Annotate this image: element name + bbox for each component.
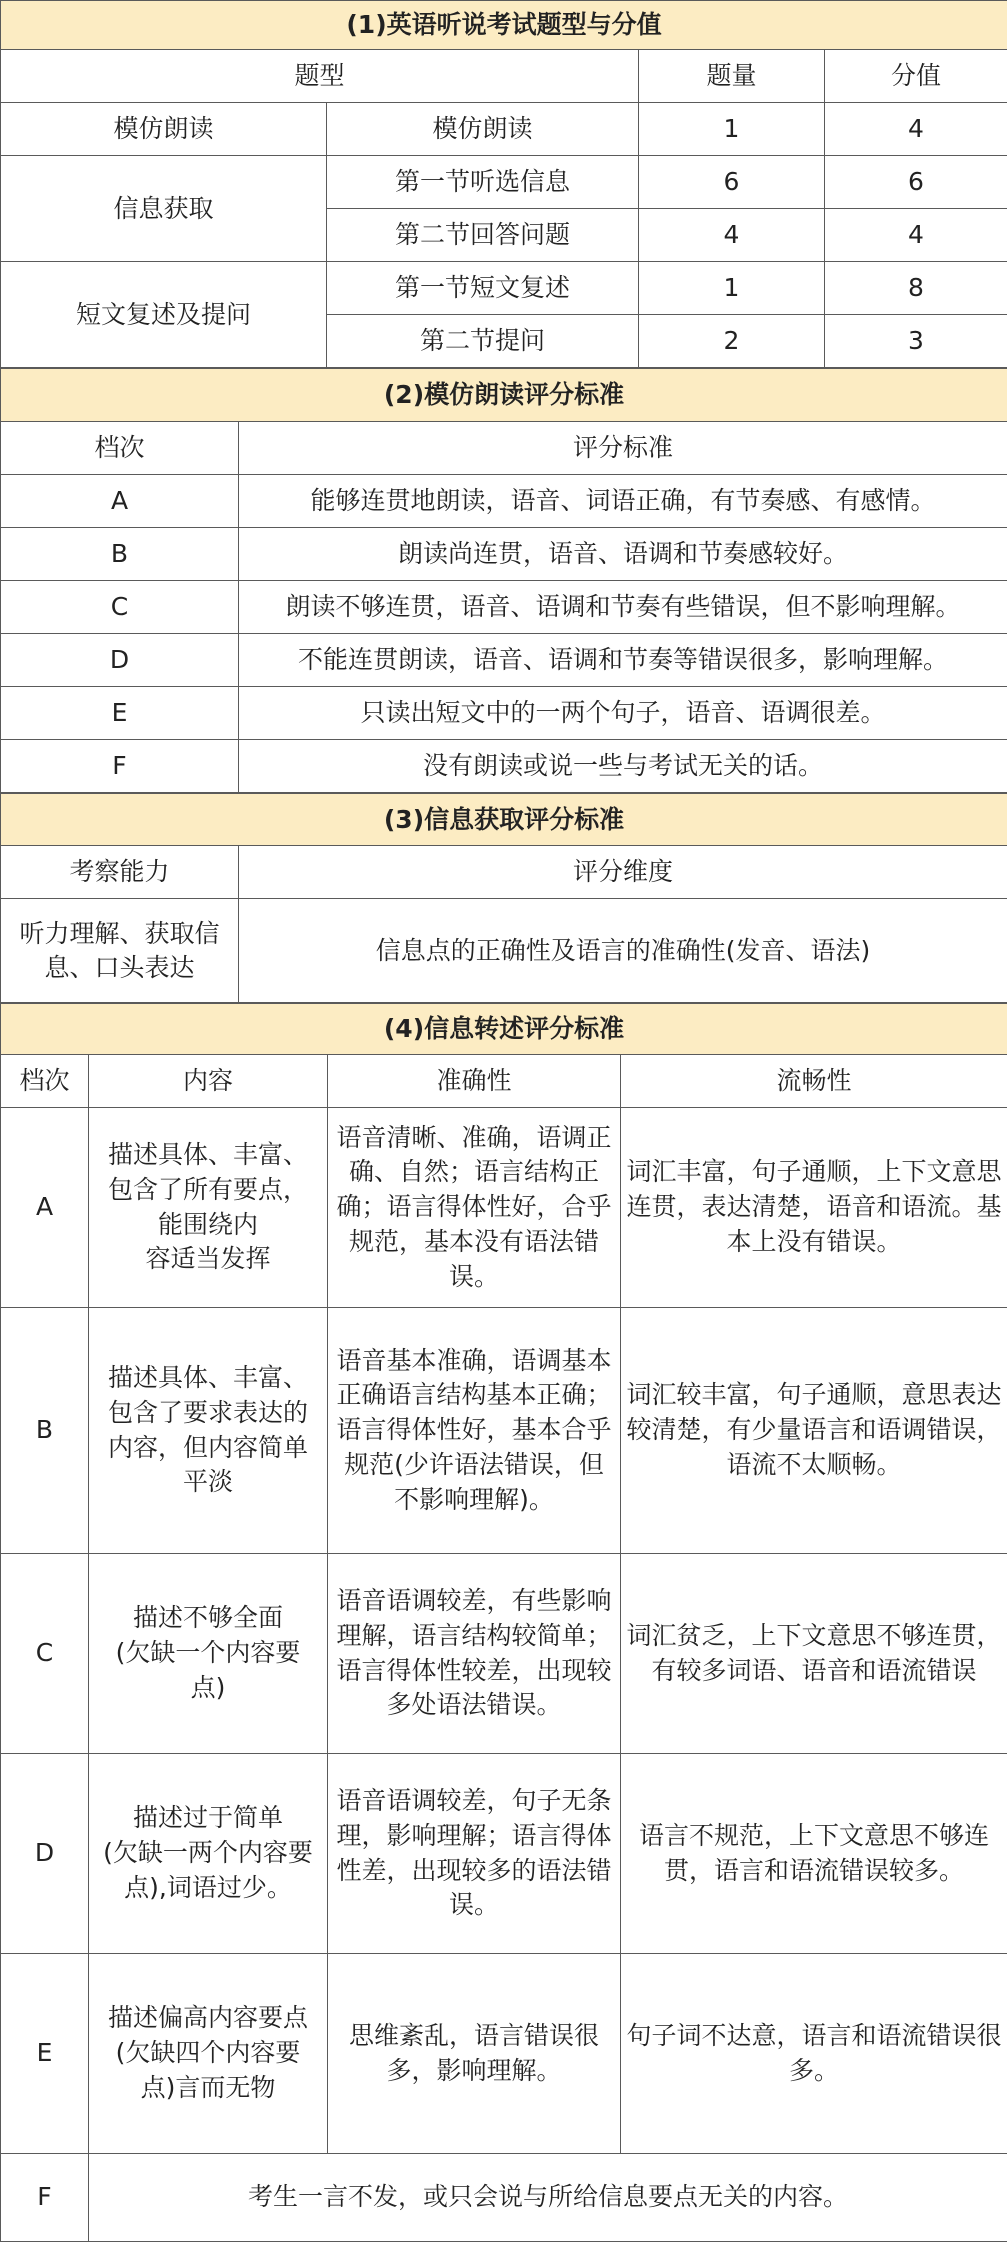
table-row <box>1 581 1007 634</box>
question-count: 1 <box>639 103 825 156</box>
table-row <box>1 475 1007 528</box>
level-cell: D <box>1 1754 89 1954</box>
standard-cell: 只读出短文中的一两个句子，语音、语调很差。 <box>239 687 1007 740</box>
info-retelling-table <box>0 1003 1007 2242</box>
question-score: 6 <box>825 156 1007 209</box>
column-header-accuracy: 准确性 <box>328 1055 621 1108</box>
content-cell: 描述偏高内容要点 (欠缺四个内容要 点)言而无物 <box>89 1954 328 2154</box>
info-acquisition-table <box>0 793 1007 1003</box>
table-row <box>1 1308 1007 1554</box>
level-cell: F <box>1 740 239 793</box>
question-count: 6 <box>639 156 825 209</box>
table-row <box>1 1754 1007 1954</box>
table-row <box>1 1554 1007 1754</box>
question-score: 8 <box>825 262 1007 315</box>
question-count: 4 <box>639 209 825 262</box>
column-header-fluency: 流畅性 <box>621 1055 1007 1108</box>
table-row <box>1 899 1007 1003</box>
column-header-score: 分值 <box>825 50 1007 103</box>
content-cell: 考生一言不发，或只会说与所给信息要点无关的内容。 <box>89 2154 1007 2242</box>
table-row <box>1 103 1007 156</box>
table-row <box>1 687 1007 740</box>
question-item: 第二节提问 <box>327 315 639 368</box>
level-cell: D <box>1 634 239 687</box>
question-item: 第一节短文复述 <box>327 262 639 315</box>
fluency-cell: 词汇较丰富，句子通顺，意思表达较清楚，有少量语言和语调错误，语流不太顺畅。 <box>621 1308 1007 1554</box>
section-title: (4)信息转述评分标准 <box>1 1004 1007 1055</box>
question-count: 2 <box>639 315 825 368</box>
table-row <box>1 1108 1007 1308</box>
question-group: 模仿朗读 <box>1 103 327 156</box>
question-group: 信息获取 <box>1 156 327 262</box>
question-count: 1 <box>639 262 825 315</box>
table-row <box>1 634 1007 687</box>
column-header-standard: 评分标准 <box>239 422 1007 475</box>
standard-cell: 没有朗读或说一些与考试无关的话。 <box>239 740 1007 793</box>
section-title: (2)模仿朗读评分标准 <box>1 369 1007 422</box>
table-row <box>1 2154 1007 2242</box>
question-item: 第二节回答问题 <box>327 209 639 262</box>
question-score: 3 <box>825 315 1007 368</box>
ability-cell: 听力理解、获取信息、口头表达 <box>1 899 239 1003</box>
accuracy-cell: 思维紊乱，语言错误很多，影响理解。 <box>328 1954 621 2154</box>
exam-type-table <box>0 0 1007 368</box>
table-row <box>1 262 1007 315</box>
accuracy-cell: 语音清晰、准确，语调正确、自然；语言结构正确；语言得体性好，合乎规范，基本没有语法错误。 <box>328 1108 621 1308</box>
table-row <box>1 156 1007 209</box>
column-header-count: 题量 <box>639 50 825 103</box>
column-header-level: 档次 <box>1 1055 89 1108</box>
standard-cell: 朗读不够连贯，语音、语调和节奏有些错误，但不影响理解。 <box>239 581 1007 634</box>
dimension-cell: 信息点的正确性及语言的准确性(发音、语法) <box>239 899 1007 1003</box>
level-cell: B <box>1 1308 89 1554</box>
level-cell: E <box>1 687 239 740</box>
question-group: 短文复述及提问 <box>1 262 327 368</box>
question-score: 4 <box>825 103 1007 156</box>
table-row <box>1 1954 1007 2154</box>
level-cell: B <box>1 528 239 581</box>
column-header-content: 内容 <box>89 1055 328 1108</box>
fluency-cell: 语言不规范，上下文意思不够连贯，语言和语流错误较多。 <box>621 1754 1007 1954</box>
column-header-type: 题型 <box>1 50 639 103</box>
standard-cell: 朗读尚连贯，语音、语调和节奏感较好。 <box>239 528 1007 581</box>
column-header-dimension: 评分维度 <box>239 846 1007 899</box>
level-cell: C <box>1 1554 89 1754</box>
question-item: 第一节听选信息 <box>327 156 639 209</box>
content-cell: 描述过于简单 (欠缺一两个内容要 点),词语过少。 <box>89 1754 328 1954</box>
fluency-cell: 词汇丰富，句子通顺，上下文意思连贯，表达清楚，语音和语流。基本上没有错误。 <box>621 1108 1007 1308</box>
fluency-cell: 句子词不达意，语言和语流错误很多。 <box>621 1954 1007 2154</box>
level-cell: F <box>1 2154 89 2242</box>
level-cell: E <box>1 1954 89 2154</box>
section-title: (3)信息获取评分标准 <box>1 794 1007 846</box>
table-row <box>1 528 1007 581</box>
content-cell: 描述不够全面 (欠缺一个内容要 点) <box>89 1554 328 1754</box>
section-title: (1)英语听说考试题型与分值 <box>1 1 1007 50</box>
content-cell: 描述具体、丰富、 包含了要求表达的 内容，但内容简单 平淡 <box>89 1308 328 1554</box>
fluency-cell: 词汇贫乏，上下文意思不够连贯，有较多词语、语音和语流错误 <box>621 1554 1007 1754</box>
level-cell: A <box>1 475 239 528</box>
question-item: 模仿朗读 <box>327 103 639 156</box>
question-score: 4 <box>825 209 1007 262</box>
column-header-ability: 考察能力 <box>1 846 239 899</box>
accuracy-cell: 语音语调较差，有些影响理解，语言结构较简单；语言得体性较差，出现较多处语法错误。 <box>328 1554 621 1754</box>
column-header-level: 档次 <box>1 422 239 475</box>
standard-cell: 能够连贯地朗读，语音、词语正确，有节奏感、有感情。 <box>239 475 1007 528</box>
reading-standards-table <box>0 368 1007 793</box>
table-row <box>1 740 1007 793</box>
standard-cell: 不能连贯朗读，语音、语调和节奏等错误很多，影响理解。 <box>239 634 1007 687</box>
level-cell: C <box>1 581 239 634</box>
content-cell: 描述具体、丰富、 包含了所有要点， 能围绕内 容适当发挥 <box>89 1108 328 1308</box>
accuracy-cell: 语音语调较差，句子无条理，影响理解；语言得体性差，出现较多的语法错误。 <box>328 1754 621 1954</box>
accuracy-cell: 语音基本准确，语调基本正确语言结构基本正确；语言得体性好，基本合乎规范(少许语法错误，但不影响理解)。 <box>328 1308 621 1554</box>
level-cell: A <box>1 1108 89 1308</box>
